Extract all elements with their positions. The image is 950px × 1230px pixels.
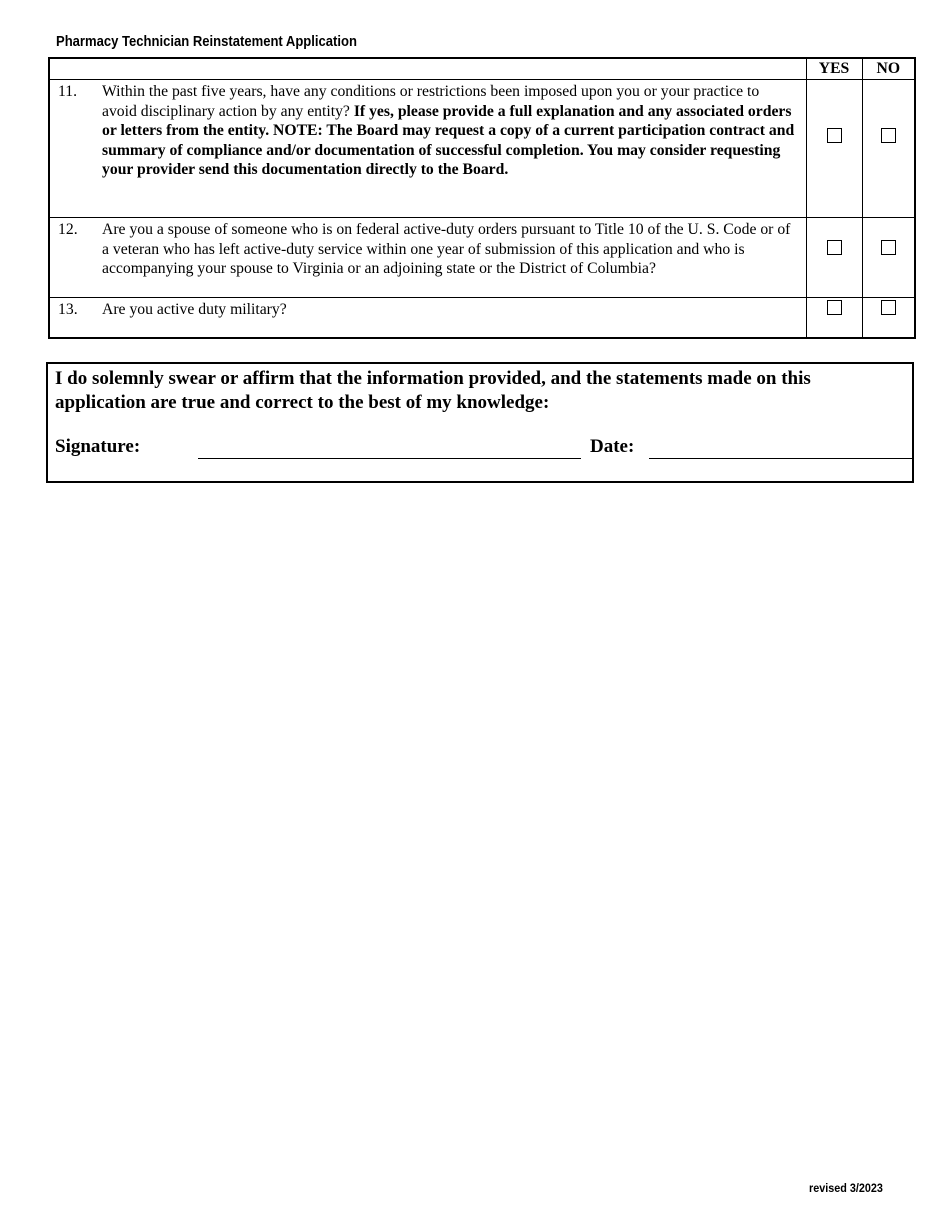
question-row-12	[49, 218, 915, 298]
question-row-11	[49, 80, 915, 218]
affirmation-statement: I do solemnly swear or affirm that the information provided, and the statements made on this application are true and correct to the best of my knowledge:	[55, 368, 811, 413]
question-text: Are you active duty military?	[102, 301, 287, 318]
signature-label: Signature:	[55, 436, 141, 457]
yes-column-header: YES	[806, 58, 862, 80]
question-number: 12.	[58, 221, 78, 238]
q12-no-checkbox[interactable]	[881, 240, 896, 255]
question-number: 13.	[58, 301, 78, 318]
question-row-13	[49, 298, 915, 338]
question-text: Within the past five years, have any conditions or restrictions been imposed upon you or your practice to avoid disciplinary action by any entity? If yes, please provide a full explanation and any associated orders or letters from the entity. NOTE: The Board may request a copy of a current participation contract and summary of compliance and/or documentation of successful completion. You may consider requesting your provider send this documentation directly to the Board.	[102, 83, 795, 179]
q13-no-checkbox[interactable]	[881, 300, 896, 315]
q11-no-checkbox[interactable]	[881, 128, 896, 143]
no-column-header: NO	[862, 58, 915, 80]
question-number: 11.	[58, 83, 78, 100]
q12-yes-checkbox[interactable]	[827, 240, 842, 255]
date-field[interactable]	[649, 458, 912, 459]
questions-table	[48, 57, 916, 339]
affirmation-box	[46, 362, 914, 483]
date-label: Date:	[590, 436, 635, 457]
question-instructions: If yes, please provide a full explanation and any associated orders or letters from the entity. NOTE: The Board may request a copy of a current participation contract and summary of compliance and/or documentation of successful completion. You may consider requesting your provider send this documentation directly to the Board.	[102, 102, 795, 179]
q11-yes-checkbox[interactable]	[827, 128, 842, 143]
revision-note: revised 3/2023	[809, 1181, 883, 1195]
signature-field[interactable]	[198, 458, 581, 459]
q13-yes-checkbox[interactable]	[827, 300, 842, 315]
form-title: Pharmacy Technician Reinstatement Application	[56, 34, 357, 50]
question-text: Are you a spouse of someone who is on federal active-duty orders pursuant to Title 10 of the U. S. Code or of a veteran who has left active-duty service within one year of submission of this application and who is accompanying your spouse to Virginia or an adjoining state or the District of Columbia?	[102, 221, 791, 278]
table-header-row	[49, 58, 915, 80]
